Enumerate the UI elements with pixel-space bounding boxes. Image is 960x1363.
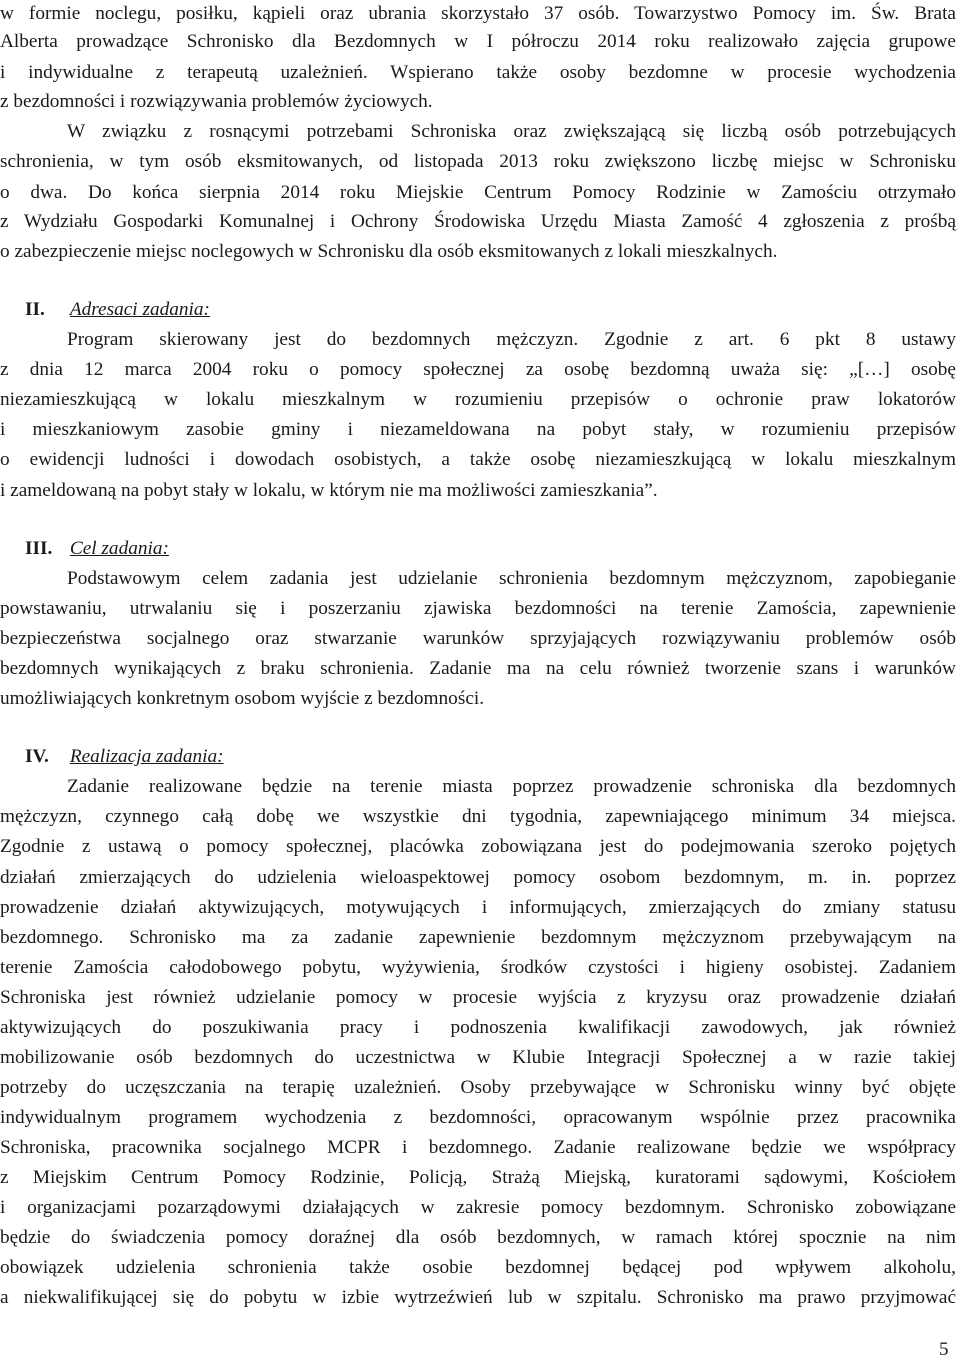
section-3-line: bezpieczeństwa socjalnego oraz stwarzanie warunków sprzyjających rozwiązywaniu problemów osób [0,628,956,649]
paragraph-growth-line: W związku z rosnącymi potrzebami Schroniska oraz zwiększającą się liczbą osób potrzebujących [67,121,956,142]
section-4-line: potrzeby do uczęszczania na terapię uzależnień. Osoby przebywające w Schronisku winny być objęte [0,1077,956,1098]
paragraph-intro-line: w formie noclegu, posiłku, kąpieli oraz ubrania skorzystało 37 osób. Towarzystwo Pomocy im. Św. Brata [0,3,956,24]
section-4-line: Schroniska, pracownika socjalnego MCPR i bezdomnego. Zadanie realizowane będzie we współpracy [0,1137,956,1158]
section-title: Realizacja zadania: [69,746,224,767]
section-2-line: niezamieszkującą w lokalu mieszkalnym w rozumieniu przepisów o ochronie praw lokatorów [0,389,956,410]
paragraph-intro-line: i indywidualne z terapeutą uzależnień. Wspierano także osoby bezdomne w procesie wychodzenia [0,62,956,83]
section-4-line: mobilizowanie osób bezdomnych do uczestnictwa w Klubie Integracji Społecznej a w razie takiej [0,1047,956,1068]
section-2-line: Program skierowany jest do bezdomnych mężczyzn. Zgodnie z art. 6 pkt 8 ustawy [67,329,956,350]
section-4-line: bezdomnego. Schronisko ma za zadanie zapewnienie bezdomnym mężczyznom przebywającym na [0,927,956,948]
section-2-line: o ewidencji ludności i dowodach osobistych, a także osobę niezamieszkującą w lokalu mieszkalnym [0,449,956,470]
section-3-line: Podstawowym celem zadania jest udzielanie schronienia bezdomnym mężczyznom, zapobieganie [67,568,956,589]
paragraph-intro-line: z bezdomności i rozwiązywania problemów życiowych. [0,91,433,112]
section-title: Cel zadania: [69,538,169,559]
section-2-line: z dnia 12 marca 2004 roku o pomocy społecznej za osobę bezdomną uważa się: „[…] osobę [0,359,956,380]
section-3-line: powstawaniu, utrwalaniu się i poszerzaniu zjawiska bezdomności na terenie Zamościa, zapewnienie [0,598,956,619]
section-4-line: działań zmierzających do udzielenia wieloaspektowej pomocy osobom bezdomnym, m. in. poprzez [0,867,956,888]
section-4-line: Schroniska jest również udzielanie pomocy w procesie wyjścia z kryzysu oraz prowadzenie działań [0,987,956,1008]
paragraph-growth-line: o dwa. Do końca sierpnia 2014 roku Miejskie Centrum Pomocy Rodzinie w Zamościu otrzymało [0,182,956,203]
section-3-line: umożliwiających konkretnym osobom wyjście z bezdomności. [0,688,485,709]
section-title: Adresaci zadania: [69,299,210,320]
section-4-line: mężczyzn, czynnego całą dobę we wszystkie dni tygodnia, zapewniającego minimum 34 miejsca. [0,806,956,827]
section-4-line: terenie Zamościa całodobowego pobytu, wyżywienia, środków czystości i higieny osobistej. Zadaniem [0,957,956,978]
section-4-line: a niekwalifikującej się do pobytu w izbie wytrzeźwień lub w szpitalu. Schronisko ma prawo przyjmować [0,1287,956,1308]
section-4-line: z Miejskim Centrum Pomocy Rodzinie, Policją, Strażą Miejską, kuratorami sądowymi, Kościołem [0,1167,956,1188]
paragraph-intro-line: Alberta prowadzące Schronisko dla Bezdomnych w I półroczu 2014 roku realizowało zajęcia grupowe [0,31,956,52]
section-number: III. [25,538,53,559]
section-4-line: będzie do świadczenia pomocy doraźnej dla osób bezdomnych, w ramach której spocznie na nim [0,1227,956,1248]
section-number: II. [25,299,45,320]
section-heading-implementation [25,742,224,772]
page-number: 5 [939,1339,949,1360]
section-heading-goal [25,534,169,564]
section-2-line: i zameldowaną na pobyt stały w lokalu, w którym nie ma możliwości zamieszkania”. [0,480,658,501]
section-heading-addressees [25,295,210,325]
paragraph-growth-line: o zabezpieczenie miejsc noclegowych w Schronisku dla osób eksmitowanych z lokali mieszkalnych. [0,241,778,262]
paragraph-growth-line: schronienia, w tym osób eksmitowanych, od listopada 2013 roku zwiększono liczbę miejsc w Schronisku [0,151,956,172]
section-4-line: prowadzenie działań aktywizujących, motywujących i informujących, zmierzających do zmiany statusu [0,897,956,918]
section-4-line: i organizacjami pozarządowymi działających w zakresie pomocy bezdomnym. Schronisko zobowiązane [0,1197,956,1218]
section-4-line: Zgodnie z ustawą o pomocy społecznej, placówka zobowiązana jest do podejmowania szeroko pojętych [0,836,956,857]
section-2-line: i mieszkaniowym zasobie gminy i niezameldowana na pobyt stały, w rozumieniu przepisów [0,419,956,440]
section-4-line: Zadanie realizowane będzie na terenie miasta poprzez prowadzenie schroniska dla bezdomnych [67,776,956,797]
section-3-line: bezdomnych wynikających z braku schronienia. Zadanie ma na celu również tworzenie szans i warunków [0,658,956,679]
paragraph-growth-line: z Wydziału Gospodarki Komunalnej i Ochrony Środowiska Urzędu Miasta Zamość 4 zgłoszenia z prośbą [0,211,956,232]
section-4-line: aktywizujących do poszukiwania pracy i podnoszenia kwalifikacji zawodowych, jak również [0,1017,956,1038]
section-number: IV. [25,746,49,767]
section-4-line: obowiązek udzielenia schronienia także osobie bezdomnej będącej pod wpływem alkoholu, [0,1257,956,1278]
section-4-line: indywidualnym programem wychodzenia z bezdomności, opracowanym wspólnie przez pracownika [0,1107,956,1128]
